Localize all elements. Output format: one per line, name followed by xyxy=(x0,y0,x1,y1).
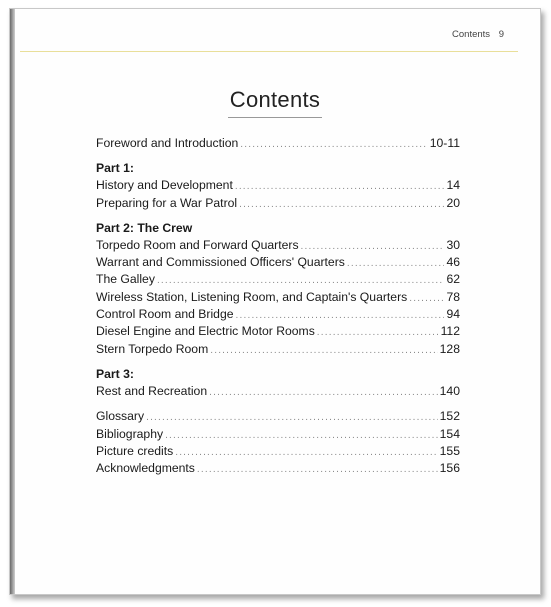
toc-entry-label: Preparing for a War Patrol xyxy=(96,195,238,210)
toc-entry xyxy=(96,289,460,306)
toc-entry xyxy=(96,195,460,212)
table-of-contents xyxy=(96,135,460,477)
toc-entry-page: 112 xyxy=(440,324,460,339)
toc-leader-dots xyxy=(165,427,438,444)
toc-entry xyxy=(96,135,460,152)
toc-leader-dots xyxy=(317,324,439,341)
toc-entry-page: 156 xyxy=(439,461,460,476)
toc-entry-page: 152 xyxy=(439,409,460,424)
running-head-title: Contents xyxy=(452,29,491,40)
toc-leader-dots xyxy=(301,238,445,255)
toc-entry-page: 10-11 xyxy=(429,136,460,150)
toc-entry-label: Control Room and Bridge xyxy=(96,307,234,322)
toc-leader-dots xyxy=(209,384,438,401)
toc-entry-page: 94 xyxy=(446,307,460,322)
toc-entry-label: Bibliography xyxy=(96,426,164,441)
toc-entry xyxy=(96,237,460,254)
toc-leader-dots xyxy=(347,255,445,272)
toc-entry-page: 14 xyxy=(446,178,460,193)
toc-entry-page: 20 xyxy=(446,195,460,210)
toc-entry xyxy=(96,271,460,288)
toc-entry-label: Torpedo Room and Forward Quarters xyxy=(96,237,299,252)
toc-leader-dots xyxy=(235,178,445,195)
toc-entry-label: Wireless Station, Listening Room, and Captain's Quarters xyxy=(96,289,408,304)
toc-entry-label: Warrant and Commissioned Officers' Quarters xyxy=(96,255,345,270)
page-number: 9 xyxy=(498,29,504,40)
toc-entry-label: Picture credits xyxy=(96,443,174,458)
part-heading: Part 2: The Crew xyxy=(96,220,193,235)
running-head xyxy=(452,29,504,40)
toc-entry xyxy=(96,341,460,358)
toc-entry-page: 62 xyxy=(446,272,460,287)
toc-leader-dots xyxy=(157,272,445,289)
toc-leader-dots xyxy=(146,409,438,426)
book-page xyxy=(9,8,541,595)
toc-entry-label: Diesel Engine and Electric Motor Rooms xyxy=(96,324,315,339)
toc-entry-label: Acknowledgments xyxy=(96,461,195,476)
toc-entry-label: History and Development xyxy=(96,178,233,193)
toc-entry xyxy=(96,426,460,443)
toc-entry xyxy=(96,254,460,271)
toc-leader-dots xyxy=(210,342,437,359)
toc-leader-dots xyxy=(409,290,444,307)
toc-entry xyxy=(96,383,460,400)
toc-entry xyxy=(96,323,460,340)
toc-entry-page: 46 xyxy=(446,255,460,270)
toc-entry-label: Stern Torpedo Room xyxy=(96,341,209,356)
toc-entry-label: Rest and Recreation xyxy=(96,383,208,398)
part-heading: Part 3: xyxy=(96,366,134,381)
toc-leader-dots xyxy=(197,461,438,478)
toc-entry-label: The Galley xyxy=(96,272,155,287)
toc-entry-page: 140 xyxy=(439,383,460,398)
part-heading: Part 1: xyxy=(96,161,134,176)
toc-leader-dots xyxy=(175,444,437,461)
toc-entry-page: 155 xyxy=(439,443,460,458)
toc-entry-label: Foreword and Introduction xyxy=(96,136,239,150)
toc-entry xyxy=(96,460,460,477)
toc-entry-label: Glossary xyxy=(96,409,145,424)
toc-entry-page: 30 xyxy=(446,237,460,252)
toc-entry xyxy=(96,177,460,194)
toc-entry-page: 154 xyxy=(439,426,460,441)
toc-entry-page: 78 xyxy=(446,289,460,304)
header-rule xyxy=(20,51,518,52)
toc-entry-page: 128 xyxy=(439,341,460,356)
toc-leader-dots xyxy=(240,136,427,153)
toc-entry xyxy=(96,443,460,460)
toc-leader-dots xyxy=(239,196,444,213)
toc-entry xyxy=(96,306,460,323)
toc-entry xyxy=(96,408,460,425)
toc-leader-dots xyxy=(236,307,445,324)
page-title: Contents xyxy=(229,87,321,112)
title-underline xyxy=(228,117,322,118)
